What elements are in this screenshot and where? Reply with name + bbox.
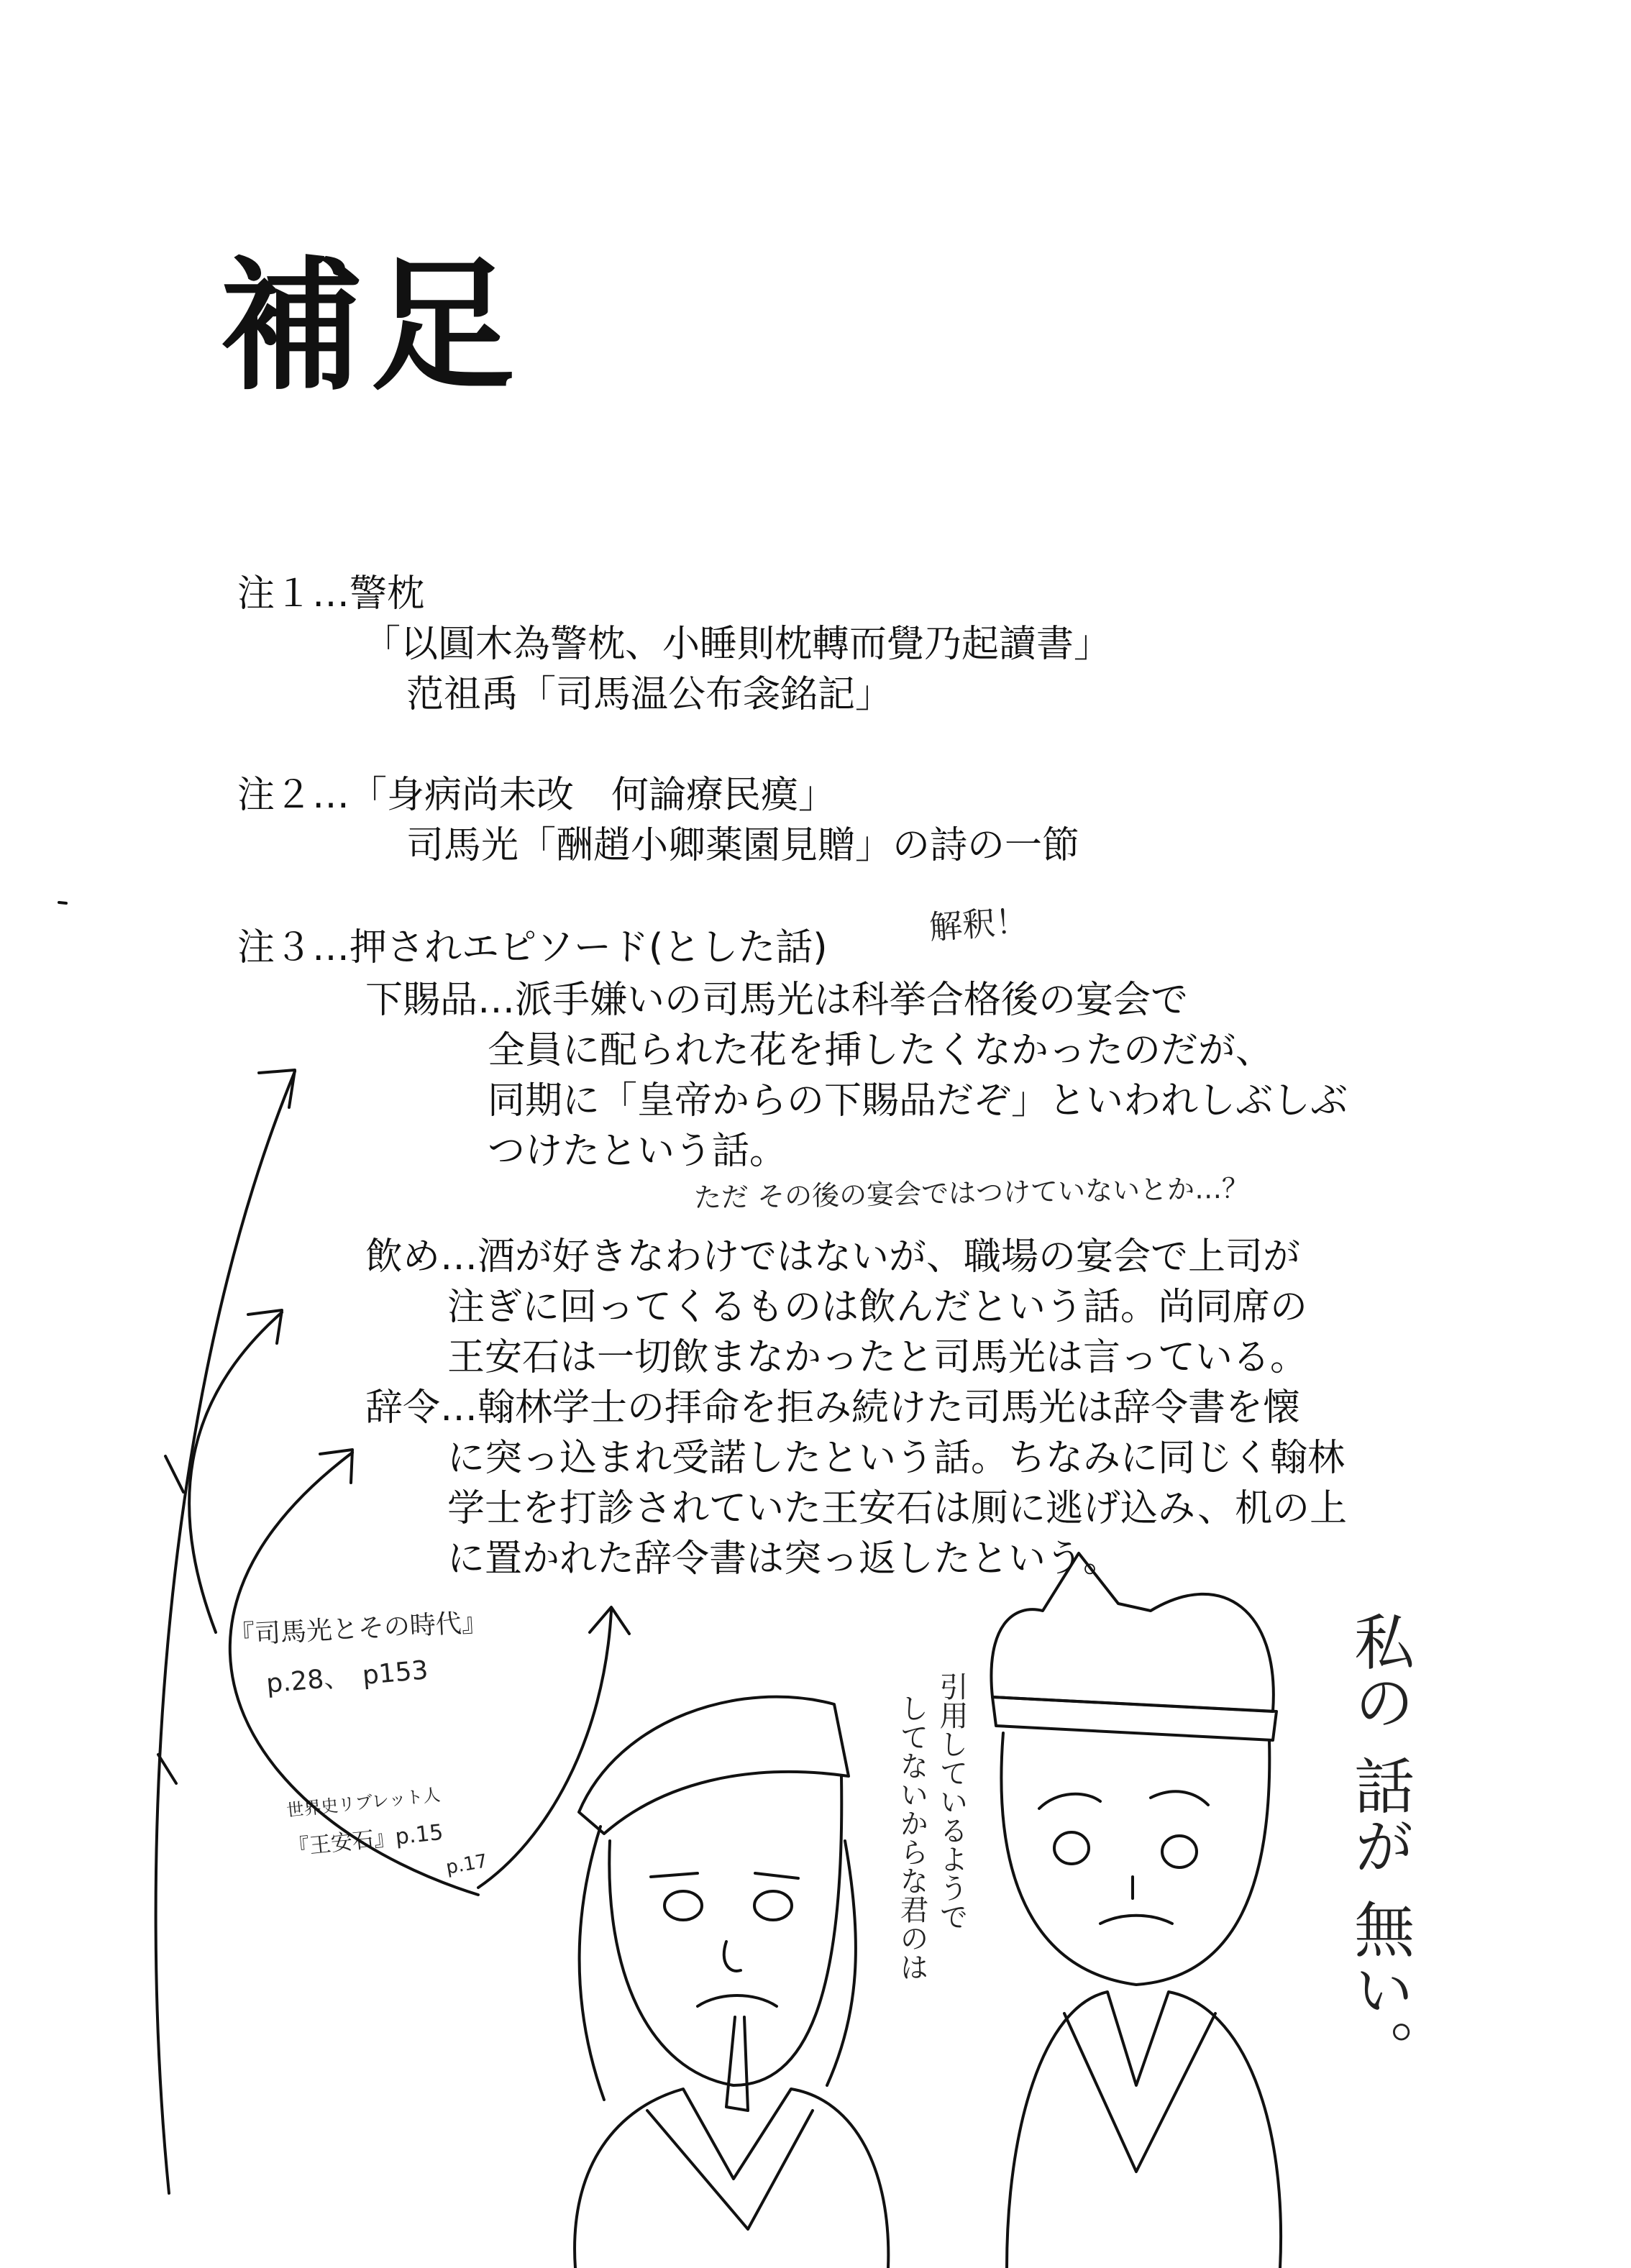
note3-item2-line1: 飲め…酒が好きなわけではないが、職場の宴会で上司が	[365, 1235, 1301, 1279]
arrow-to-item4	[478, 1611, 611, 1888]
wang-left-brow	[651, 1873, 698, 1877]
reference-arrows	[156, 1070, 629, 2193]
sima-robe	[1007, 1992, 1281, 2268]
sima-right-eye	[1162, 1836, 1197, 1867]
note3-item3-line2: に突っ込まれ受諾したという話。ちなみに同じく翰林	[447, 1437, 1346, 1480]
sima-speech-col3: 無い。	[1344, 1898, 1415, 2080]
note2-source: 司馬光「酬趙小卿薬園見贈」の詩の一節	[406, 824, 1080, 867]
wang-hair-right	[827, 1841, 856, 2085]
wang-mustache	[698, 1995, 777, 2006]
note3-item2-line2: 注ぎに回ってくるものは飲んだという話。尚同席の	[447, 1286, 1308, 1329]
note1-quote: 「以圓木為警枕、小睡則枕轉而覺乃起讀書」	[363, 623, 1112, 666]
sima-right-brow	[1151, 1791, 1208, 1805]
note3-item1-line2: 全員に配られた花を挿したくなかったのだが、	[488, 1029, 1274, 1072]
note3-item3-line4: に置かれた辞令書は突っ返したという。	[447, 1537, 1121, 1581]
note1-heading: 注１…警枕	[237, 572, 425, 616]
note3-item1-line4: つけたという話。	[488, 1130, 787, 1173]
wang-beard	[726, 2017, 748, 2111]
handwritten-interpretation: 解釈！	[928, 901, 1030, 947]
handwritten-ref-pages1: p.28、 p153	[265, 1655, 429, 1699]
wang-speech-col1: 引用しているようで	[935, 1672, 968, 1931]
note3-item1-line3: 同期に「皇帝からの下賜品だぞ」といわれしぶしぶ	[488, 1079, 1348, 1122]
page-title: 補足	[219, 243, 522, 411]
note1-source: 范祖禹「司馬温公布衾銘記」	[406, 673, 893, 716]
arrow-to-item3	[230, 1453, 478, 1895]
sima-face	[1001, 1733, 1269, 1985]
handwritten-ref-pages2: p.17	[444, 1850, 490, 1879]
arrow-cross-1	[165, 1456, 183, 1492]
wang-hair-left	[580, 1826, 604, 2100]
sima-hat	[991, 1553, 1273, 1711]
wang-anshi-figure	[575, 1697, 888, 2268]
note2-heading: 注２…「身病尚未改 何論療民瘼」	[237, 774, 836, 817]
note3-item3-line1: 辞令…翰林学士の拝命を拒み続けた司馬光は辞令書を懐	[365, 1386, 1301, 1430]
arrow-to-item1-head	[259, 1070, 295, 1107]
sima-speech-col1: 私の	[1344, 1611, 1415, 1732]
note3-item3-line3: 学士を打診されていた王安石は厠に逃げ込み、机の上	[447, 1487, 1348, 1530]
sima-guang-figure	[991, 1553, 1281, 2268]
wang-robe	[575, 2089, 888, 2268]
sima-mustache	[1100, 1916, 1172, 1924]
handwritten-ref-book1: 『司馬光とその時代』	[228, 1607, 488, 1651]
sima-left-eye	[1054, 1832, 1089, 1864]
arrow-cross-2	[158, 1755, 176, 1783]
arrow-to-item2	[189, 1312, 282, 1632]
wang-right-brow	[755, 1873, 798, 1878]
note3-heading: 注３…押されエピソード(とした話)	[237, 926, 828, 969]
handwritten-ref-book2: 『王安石』p.15	[286, 1819, 444, 1862]
note3-item2-line3: 王安石は一切飲まなかったと司馬光は言っている。	[447, 1336, 1308, 1379]
handwritten-however: ただ その後の宴会ではつけていないとか…？	[693, 1172, 1250, 1214]
wang-speech-col2: してないからな君のは	[895, 1693, 928, 1981]
sima-hat-band	[992, 1697, 1276, 1740]
wang-headwrap	[579, 1697, 849, 1834]
sima-left-brow	[1039, 1794, 1100, 1809]
note3-item1-line1: 下賜品…派手嫌いの司馬光は科挙合格後の宴会で	[365, 979, 1189, 1022]
handwritten-ref-series: 世界史リブレット人	[285, 1784, 442, 1821]
wang-left-eye	[664, 1891, 702, 1920]
stray-mark	[59, 902, 66, 903]
wang-face	[609, 1776, 841, 2085]
sima-speech-col2: 話が	[1344, 1755, 1415, 1875]
wang-nose	[724, 1942, 741, 1971]
arrow-to-item1	[156, 1071, 295, 2193]
wang-right-eye	[754, 1891, 792, 1920]
sima-collar	[1064, 2013, 1215, 2172]
